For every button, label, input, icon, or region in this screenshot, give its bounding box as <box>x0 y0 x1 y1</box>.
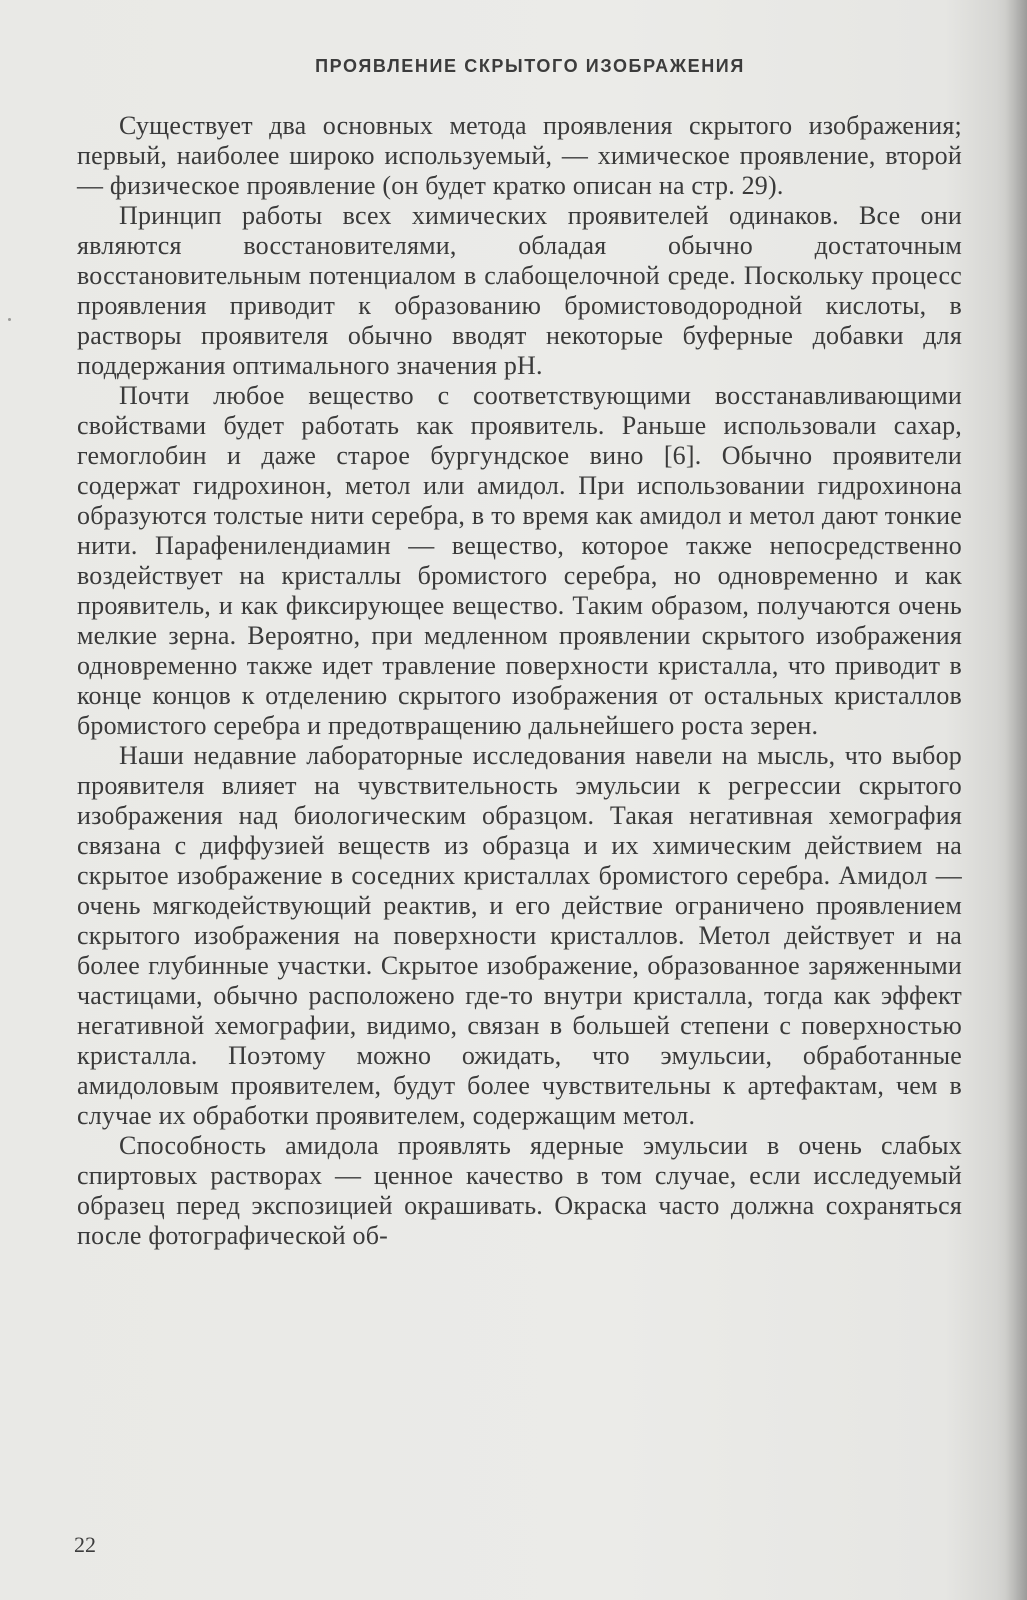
page-edge-shadow <box>1005 0 1027 1600</box>
paragraph-4: Наши недавние лабораторные исследования навели на мысль, что выбор проявителя влияет на чувствительность эмульсии к регрессии скрытого изображения над биологическим образцом. Такая негативная хемография связана с диффузией веществ из образца и их химическим действием на скрытое изображение в соседних кристаллах бромистого серебра. Амидол — очень мягкодействующий реактив, и его действие ограничено проявлением скрытого изображения на поверхности кристаллов. Метол действует и на более глубинные участки. Скрытое изображение, образованное заряженными частицами, обычно расположено где-то внутри кристалла, тогда как эффект негативной хемографии, видимо, связан в большей степени с поверхностью кристалла. Поэтому можно ожидать, что эмульсии, обработанные амидоловым проявителем, будут более чувствительны к артефактам, чем в случае их обработки проявителем, содержащим метол. <box>77 741 962 1130</box>
paragraph-2: Принцип работы всех химических проявителей одинаков. Все они являются восстановителями, обладая обычно достаточным восстановительным потенциалом в слабощелочной среде. Поскольку процесс проявления приводит к образованию бромистоводородной кислоты, в растворы проявителя обычно вводят некоторые буферные добавки для поддержания оптимального значения pH. <box>77 201 962 380</box>
paragraph-5: Способность амидола проявлять ядерные эмульсии в очень слабых спиртовых растворах — ценное качество в том случае, если исследуемый образец перед экспозицией окрашивать. Окраска часто должна сохраняться после фотографической об- <box>77 1131 962 1250</box>
section-heading: ПРОЯВЛЕНИЕ СКРЫТОГО ИЗОБРАЖЕНИЯ <box>315 56 745 76</box>
paragraph-3: Почти любое вещество с соответствующими восстанавливающими свойствами будет работать как проявитель. Раньше использовали сахар, гемоглобин и даже старое бургундское вино [6]. Обычно проявители содержат гидрохинон, метол или амидол. При использовании гидрохинона образуются толстые нити серебра, в то время как амидол и метол дают тонкие нити. Парафенилендиамин — вещество, которое также непосредственно воздействует на кристаллы бромистого серебра, но одновременно и как проявитель, и как фиксирующее вещество. Таким образом, получаются очень мелкие зерна. Вероятно, при медленном проявлении скрытого изображения одновременно также идет травление поверхности кристалла, что приводит в конце концов к отделению скрытого изображения от остальных кристаллов бромистого серебра и предотвращению дальнейшего роста зерен. <box>77 381 962 740</box>
print-speck <box>8 318 11 321</box>
page-number: 22 <box>74 1532 96 1557</box>
body-text <box>77 111 962 1251</box>
paragraph-1: Существует два основных метода проявления скрытого изображения; первый, наиболее широко используемый, — химическое проявление, второй — физическое проявление (он будет кратко описан на стр. 29). <box>77 111 962 200</box>
